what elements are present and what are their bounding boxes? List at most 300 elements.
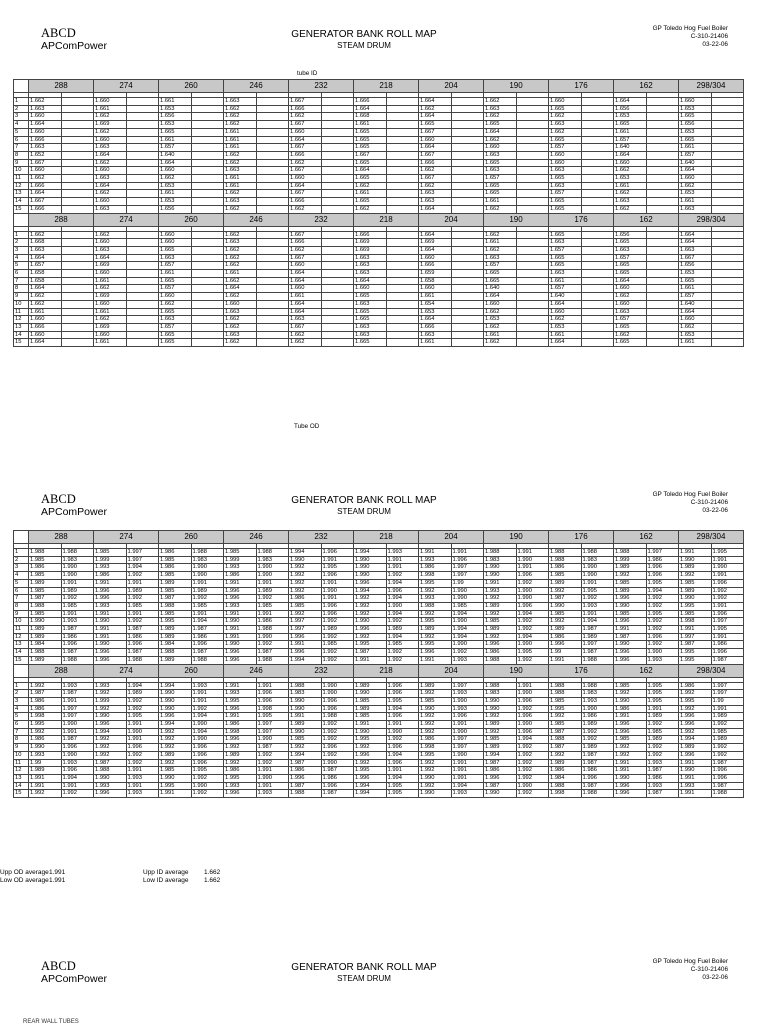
tube-id-value: 1.660	[549, 151, 582, 159]
empty-cell	[61, 113, 94, 121]
tube-id-value: 1.663	[224, 198, 257, 206]
tube-od-value: 1.996	[614, 649, 647, 657]
empty-cell	[386, 144, 419, 152]
empty-cell	[256, 98, 289, 106]
tube-od-value: 1.99	[451, 579, 484, 587]
tube-od-value: 1.995	[159, 618, 192, 626]
tube-od-value: 1.985	[289, 602, 322, 610]
empty-cell	[386, 285, 419, 293]
tube-column-header: 288	[29, 531, 94, 544]
empty-cell	[516, 293, 549, 301]
table-row	[14, 231, 744, 239]
tube-od-value: 1.991	[126, 721, 159, 729]
tube-id-value: 1.657	[484, 175, 517, 183]
tube-od-value: 1.997	[256, 728, 289, 736]
tube-od-value: 1.995	[419, 641, 452, 649]
empty-cell	[516, 190, 549, 198]
empty-cell	[61, 98, 94, 106]
tube-od-value: 1.992	[289, 744, 322, 752]
roll-number-header	[14, 80, 29, 93]
tube-od-value: 1.992	[191, 790, 224, 798]
low-id-label: Low ID average	[143, 877, 189, 884]
tube-id-value: 1.662	[94, 113, 127, 121]
page3-header	[0, 960, 768, 1002]
tube-od-value: 1.988	[256, 656, 289, 664]
tube-id-value: 1.664	[94, 182, 127, 190]
division-name: APComPower	[41, 40, 107, 52]
roll-number: 9	[14, 159, 29, 167]
upp-od-label: Upp OD average	[0, 869, 49, 876]
tube-od-value: 1.990	[516, 587, 549, 595]
empty-cell	[516, 254, 549, 262]
tube-id-value: 1.660	[549, 159, 582, 167]
tube-id-value: 1.664	[679, 239, 712, 247]
empty-cell	[321, 246, 354, 254]
tube-od-value: 1.990	[354, 618, 387, 626]
roll-number: 9	[14, 744, 29, 752]
tube-od-value: 1.996	[386, 713, 419, 721]
tube-id-value: 1.668	[354, 113, 387, 121]
tube-od-value: 1.992	[354, 610, 387, 618]
tube-id-value: 1.664	[29, 285, 62, 293]
roll-number: 8	[14, 736, 29, 744]
empty-cell	[516, 277, 549, 285]
tube-id-value: 1.663	[94, 246, 127, 254]
tube-od-value: 1.992	[419, 782, 452, 790]
tube-od-value: 1.991	[61, 697, 94, 705]
empty-cell	[386, 323, 419, 331]
tube-od-value: 1.990	[419, 790, 452, 798]
tube-od-value: 1.985	[614, 610, 647, 618]
tube-column-header: 162	[614, 213, 679, 226]
tube-column-header: 246	[224, 531, 289, 544]
tube-id-value: 1.669	[94, 262, 127, 270]
tube-od-value: 1.990	[159, 705, 192, 713]
table-row	[14, 728, 744, 736]
roll-number: 4	[14, 254, 29, 262]
tube-od-value: 1.995	[711, 626, 744, 634]
tube-od-value: 1.996	[614, 595, 647, 603]
tube-id-value: 1.666	[289, 105, 322, 113]
tube-id-value: 1.657	[614, 136, 647, 144]
tube-od-value: 1.990	[679, 595, 712, 603]
tube-id-value: 1.661	[419, 339, 452, 347]
table-row	[14, 579, 744, 587]
tube-id-value: 1.664	[419, 246, 452, 254]
tube-od-value: 1.990	[354, 564, 387, 572]
tube-od-value: 1.991	[191, 610, 224, 618]
tube-od-value: 1.992	[711, 721, 744, 729]
empty-cell	[386, 198, 419, 206]
table-row	[14, 239, 744, 247]
empty-cell	[321, 113, 354, 121]
empty-cell	[321, 128, 354, 136]
tube-id-value: 1.665	[484, 190, 517, 198]
tube-id-value: 1.657	[549, 190, 582, 198]
tube-id-value: 1.660	[679, 175, 712, 183]
tube-id-value: 1.663	[224, 239, 257, 247]
tube-od-value: 1.993	[386, 549, 419, 557]
tube-od-value: 1.996	[386, 690, 419, 698]
tube-id-value: 1.666	[29, 323, 62, 331]
tube-od-value: 1.993	[256, 790, 289, 798]
empty-cell	[386, 254, 419, 262]
empty-cell	[61, 205, 94, 213]
tube-id-value: 1.662	[224, 323, 257, 331]
tube-od-value: 1.993	[451, 656, 484, 664]
tube-od-value: 1.992	[549, 751, 582, 759]
empty-cell	[126, 198, 159, 206]
tube-od-value: 1.995	[419, 618, 452, 626]
empty-cell	[711, 121, 744, 129]
tube-id-value: 1.663	[354, 323, 387, 331]
tube-od-value: 1.996	[614, 721, 647, 729]
empty-cell	[256, 277, 289, 285]
tube-id-value: 1.660	[419, 285, 452, 293]
tube-od-value: 1.986	[29, 564, 62, 572]
tube-id-value: 1.664	[224, 285, 257, 293]
company-name: ABCD	[41, 492, 76, 506]
tube-od-value: 1.986	[646, 556, 679, 564]
tube-od-value: 1.992	[224, 759, 257, 767]
tube-od-value: 1.995	[711, 549, 744, 557]
tube-od-value: 1.996	[581, 774, 614, 782]
tube-od-value: 1.995	[679, 602, 712, 610]
tube-id-value: 1.665	[484, 182, 517, 190]
empty-cell	[61, 159, 94, 167]
empty-cell	[321, 293, 354, 301]
tube-od-value: 1.991	[354, 656, 387, 664]
tube-id-value: 1.662	[94, 316, 127, 324]
tube-od-value: 1.995	[256, 713, 289, 721]
empty-cell	[646, 316, 679, 324]
tube-od-value: 1.985	[419, 697, 452, 705]
tube-od-value: 1.990	[256, 736, 289, 744]
tube-od-value: 1.990	[516, 690, 549, 698]
tube-id-value: 1.665	[159, 339, 192, 347]
tube-od-value: 1.990	[94, 713, 127, 721]
tube-od-value: 1.987	[354, 649, 387, 657]
tube-id-value: 1.667	[29, 159, 62, 167]
tube-od-value: 1.990	[191, 721, 224, 729]
table-row	[14, 751, 744, 759]
tube-od-value: 1.986	[484, 767, 517, 775]
tube-od-value: 1.996	[224, 587, 257, 595]
tube-id-value: 1.665	[614, 262, 647, 270]
tube-od-value: 1.990	[484, 790, 517, 798]
tube-od-value: 1.985	[679, 610, 712, 618]
tube-od-value: 1.989	[159, 579, 192, 587]
tube-id-value: 1.669	[94, 323, 127, 331]
tube-od-value: 1.998	[679, 618, 712, 626]
tube-od-value: 1.992	[646, 744, 679, 752]
tube-od-value: 1.990	[581, 572, 614, 580]
tube-od-value: 1.995	[679, 697, 712, 705]
empty-cell	[386, 190, 419, 198]
empty-cell	[126, 254, 159, 262]
tube-header-row	[14, 664, 744, 677]
empty-cell	[451, 198, 484, 206]
tube-od-value: 1.985	[159, 572, 192, 580]
roll-number: 11	[14, 626, 29, 634]
tube-od-value: 1.992	[289, 587, 322, 595]
empty-cell	[581, 159, 614, 167]
tube-id-value: 1.661	[94, 308, 127, 316]
avg-row-upper	[0, 869, 300, 877]
tube-id-value: 1.667	[289, 323, 322, 331]
empty-cell	[646, 159, 679, 167]
empty-cell	[191, 105, 224, 113]
tube-id-value: 1.657	[159, 285, 192, 293]
tube-od-value: 1.992	[94, 736, 127, 744]
tube-od-value: 1.985	[159, 610, 192, 618]
tube-od-value: 1.998	[419, 572, 452, 580]
tube-id-value: 1.663	[549, 239, 582, 247]
empty-cell	[321, 308, 354, 316]
tube-od-value: 1.996	[256, 690, 289, 698]
empty-cell	[61, 254, 94, 262]
tube-od-value: 1.983	[581, 690, 614, 698]
roll-number: 2	[14, 239, 29, 247]
empty-cell	[451, 339, 484, 347]
empty-cell	[516, 128, 549, 136]
roll-number: 7	[14, 277, 29, 285]
tube-od-value: 1.997	[126, 549, 159, 557]
tube-od-value: 1.987	[581, 649, 614, 657]
empty-cell	[321, 98, 354, 106]
tube-id-value: 1.653	[159, 182, 192, 190]
tube-od-value: 1.990	[419, 705, 452, 713]
tube-od-value: 1.987	[126, 649, 159, 657]
empty-cell	[451, 270, 484, 278]
tube-od-value: 1.992	[614, 751, 647, 759]
tube-od-value: 1.991	[451, 759, 484, 767]
empty-cell	[711, 105, 744, 113]
empty-cell	[191, 113, 224, 121]
empty-cell	[451, 254, 484, 262]
tube-od-value: 1.996	[126, 744, 159, 752]
roll-number: 10	[14, 618, 29, 626]
tube-od-value: 1.996	[614, 656, 647, 664]
tube-id-value: 1.640	[679, 300, 712, 308]
tube-od-value: 1.986	[549, 767, 582, 775]
tube-id-value: 1.660	[94, 167, 127, 175]
table-row	[14, 190, 744, 198]
table-row	[14, 246, 744, 254]
tube-od-value: 1.992	[711, 587, 744, 595]
tube-od-value: 1.992	[419, 713, 452, 721]
tube-od-value: 1.99	[29, 759, 62, 767]
tube-od-value: 1.992	[321, 751, 354, 759]
tube-od-value: 1.993	[94, 782, 127, 790]
tube-id-value: 1.663	[29, 144, 62, 152]
empty-cell	[126, 293, 159, 301]
tube-od-value: 1.990	[354, 728, 387, 736]
table-row	[14, 254, 744, 262]
tube-id-value: 1.669	[419, 239, 452, 247]
empty-cell	[386, 339, 419, 347]
tube-column-header: 204	[419, 213, 484, 226]
tube-od-value: 1.990	[484, 697, 517, 705]
tube-id-value: 1.662	[419, 167, 452, 175]
tube-od-value: 1.994	[386, 633, 419, 641]
roll-number: 2	[14, 105, 29, 113]
empty-cell	[646, 105, 679, 113]
tube-od-value: 1.994	[451, 610, 484, 618]
empty-cell	[191, 277, 224, 285]
tube-od-value: 1.991	[224, 626, 257, 634]
tube-id-value: 1.662	[549, 113, 582, 121]
tube-id-value: 1.662	[224, 339, 257, 347]
empty-cell	[61, 182, 94, 190]
tube-od-value: 1.994	[386, 751, 419, 759]
empty-cell	[61, 308, 94, 316]
tube-od-value: 1.992	[679, 572, 712, 580]
tube-id-value: 1.660	[484, 300, 517, 308]
tube-id-value: 1.660	[354, 285, 387, 293]
roll-number: 14	[14, 649, 29, 657]
tube-od-value: 1.996	[94, 721, 127, 729]
tube-od-value: 1.996	[516, 728, 549, 736]
empty-cell	[581, 293, 614, 301]
tube-od-value: 1.987	[191, 626, 224, 634]
tube-od-value: 1.991	[126, 782, 159, 790]
tube-od-value: 1.991	[711, 602, 744, 610]
tube-od-value: 1.992	[354, 595, 387, 603]
empty-cell	[711, 323, 744, 331]
tube-od-value: 1.995	[159, 782, 192, 790]
empty-cell	[321, 175, 354, 183]
tube-id-value: 1.662	[354, 205, 387, 213]
tube-od-value: 1.997	[711, 690, 744, 698]
tube-id-value: 1.653	[549, 323, 582, 331]
tube-id-value: 1.660	[289, 262, 322, 270]
empty-cell	[711, 293, 744, 301]
tube-od-value: 1.989	[61, 587, 94, 595]
tube-od-value: 1.997	[61, 713, 94, 721]
tube-od-value: 1.995	[224, 697, 257, 705]
tube-od-value: 1.991	[289, 713, 322, 721]
tube-id-value: 1.660	[614, 285, 647, 293]
tube-column-header: 218	[354, 664, 419, 677]
tube-od-value: 1.992	[321, 721, 354, 729]
tube-id-value: 1.665	[549, 175, 582, 183]
tube-od-value: 1.992	[484, 713, 517, 721]
tube-id-value: 1.660	[29, 113, 62, 121]
tube-od-value: 1.992	[581, 595, 614, 603]
tube-od-value: 1.989	[159, 656, 192, 664]
tube-od-value: 1.988	[484, 656, 517, 664]
tube-id-value: 1.663	[354, 254, 387, 262]
tube-od-value: 1.998	[224, 728, 257, 736]
tube-column-header: 298/304	[679, 213, 744, 226]
empty-cell	[61, 239, 94, 247]
roll-map-table	[13, 530, 744, 798]
empty-cell	[646, 331, 679, 339]
tube-id-value: 1.663	[484, 151, 517, 159]
tube-od-value: 1.988	[581, 549, 614, 557]
avg-row-lower	[0, 877, 300, 885]
tube-od-value: 1.992	[646, 721, 679, 729]
tube-od-value: 1.994	[354, 790, 387, 798]
empty-cell	[451, 128, 484, 136]
empty-cell	[191, 175, 224, 183]
tube-od-value: 1.996	[646, 633, 679, 641]
roll-number: 4	[14, 705, 29, 713]
empty-cell	[451, 190, 484, 198]
empty-cell	[61, 144, 94, 152]
tube-id-value: 1.665	[679, 113, 712, 121]
roll-number: 13	[14, 774, 29, 782]
tube-id-value: 1.661	[224, 270, 257, 278]
empty-cell	[386, 151, 419, 159]
table-row	[14, 277, 744, 285]
tube-od-value: 1.990	[289, 728, 322, 736]
tube-od-value: 1.993	[646, 782, 679, 790]
tube-od-value: 1.992	[711, 751, 744, 759]
tube-id-value: 1.656	[614, 231, 647, 239]
tube-od-value: 1.985	[159, 556, 192, 564]
tube-od-value: 1.988	[61, 656, 94, 664]
tube-od-value: 1.995	[516, 649, 549, 657]
tube-od-value: 1.985	[711, 728, 744, 736]
tube-id-value: 1.660	[94, 198, 127, 206]
empty-cell	[191, 198, 224, 206]
empty-cell	[61, 300, 94, 308]
tube-od-value: 1.992	[354, 759, 387, 767]
tube-od-value: 1.991	[29, 782, 62, 790]
roll-number: 1	[14, 231, 29, 239]
tube-id-value: 1.661	[484, 331, 517, 339]
tube-id-value: 1.665	[354, 175, 387, 183]
tube-od-value: 1.986	[549, 633, 582, 641]
empty-cell	[516, 231, 549, 239]
tube-od-value: 1.991	[386, 767, 419, 775]
tube-column-header: 204	[419, 664, 484, 677]
empty-cell	[321, 182, 354, 190]
tube-id-value: 1.663	[354, 300, 387, 308]
table-row	[14, 339, 744, 347]
tube-od-value: 1.986	[581, 713, 614, 721]
empty-cell	[61, 285, 94, 293]
tube-od-value: 1.987	[581, 626, 614, 634]
table-row	[14, 98, 744, 106]
empty-cell	[256, 308, 289, 316]
tube-od-value: 1.985	[549, 572, 582, 580]
tube-od-value: 1.992	[646, 751, 679, 759]
tube-od-value: 1.996	[646, 564, 679, 572]
tube-od-value: 1.993	[29, 751, 62, 759]
tube-id-value: 1.663	[419, 190, 452, 198]
tube-id-value: 1.662	[159, 175, 192, 183]
tube-column-header: 204	[419, 80, 484, 93]
tube-od-value: 1.994	[386, 705, 419, 713]
empty-cell	[451, 316, 484, 324]
empty-cell	[581, 198, 614, 206]
tube-od-value: 1.988	[126, 656, 159, 664]
tube-id-value: 1.657	[29, 262, 62, 270]
tube-id-value: 1.665	[354, 308, 387, 316]
empty-cell	[321, 144, 354, 152]
tube-od-value: 1.990	[224, 618, 257, 626]
empty-cell	[581, 331, 614, 339]
tube-od-value: 1.992	[321, 633, 354, 641]
tube-id-value: 1.640	[679, 159, 712, 167]
empty-cell	[126, 190, 159, 198]
empty-cell	[256, 167, 289, 175]
tube-id-value: 1.661	[549, 331, 582, 339]
tube-id-value: 1.660	[159, 239, 192, 247]
